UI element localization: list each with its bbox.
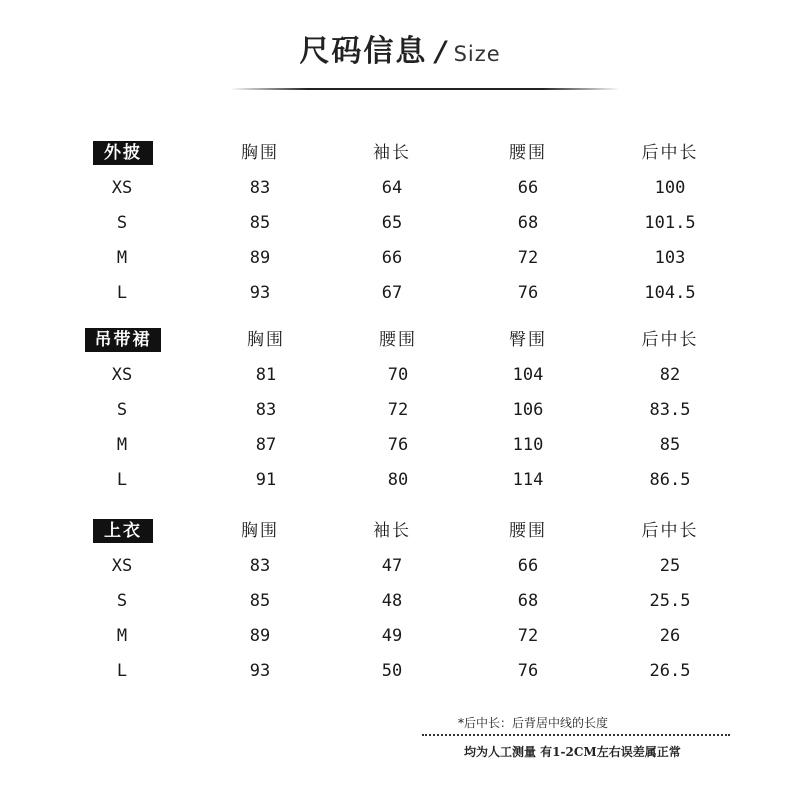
- cell-value: 47: [381, 556, 403, 576]
- cell-value: 72: [517, 248, 539, 268]
- title-slash: /: [435, 35, 446, 68]
- table-row: [0, 208, 800, 238]
- size-label: S: [116, 400, 128, 420]
- cell-value: 114: [512, 470, 544, 490]
- size-label: XS: [111, 556, 133, 576]
- table-row: [0, 360, 800, 390]
- page-title: [0, 26, 800, 70]
- column-header: 袖长: [373, 521, 411, 541]
- cell-value: 76: [517, 661, 539, 681]
- table-row: [0, 656, 800, 686]
- cell-value: 101.5: [644, 213, 696, 233]
- size-label: L: [116, 283, 128, 303]
- cell-value: 87: [255, 435, 277, 455]
- size-label: S: [116, 213, 128, 233]
- title-underline: [230, 88, 620, 90]
- table-row: [0, 621, 800, 651]
- cell-value: 66: [517, 556, 539, 576]
- cell-value: 89: [249, 626, 271, 646]
- cell-value: 104.5: [644, 283, 696, 303]
- cell-value: 83: [249, 556, 271, 576]
- size-label: M: [116, 435, 128, 455]
- size-label: L: [116, 661, 128, 681]
- size-label: L: [116, 470, 128, 490]
- cell-value: 91: [255, 470, 277, 490]
- cell-value: 104: [512, 365, 544, 385]
- table-row: [0, 465, 800, 495]
- table-row: [0, 278, 800, 308]
- column-header: 腰围: [379, 330, 417, 350]
- table-row: [0, 430, 800, 460]
- size-label: S: [116, 591, 128, 611]
- column-header: 臀围: [509, 330, 547, 350]
- definition-note: *后中长：后背居中线的长度: [458, 716, 609, 730]
- cell-value: 50: [381, 661, 403, 681]
- cell-value: 83: [255, 400, 277, 420]
- title-english: Size: [453, 42, 501, 66]
- cell-value: 106: [512, 400, 544, 420]
- title-chinese: 尺码信息: [299, 34, 428, 69]
- cell-value: 86.5: [649, 470, 691, 490]
- cell-value: 65: [381, 213, 403, 233]
- table-row: [0, 243, 800, 273]
- cell-value: 70: [387, 365, 409, 385]
- size-label: M: [116, 626, 128, 646]
- cell-value: 85: [249, 591, 271, 611]
- cell-value: 72: [517, 626, 539, 646]
- column-header: 腰围: [509, 143, 547, 163]
- cell-value: 66: [517, 178, 539, 198]
- cell-value: 64: [381, 178, 403, 198]
- cell-value: 26: [659, 626, 681, 646]
- cell-value: 85: [249, 213, 271, 233]
- cell-value: 49: [381, 626, 403, 646]
- cell-value: 82: [659, 365, 681, 385]
- cell-value: 48: [381, 591, 403, 611]
- cell-value: 81: [255, 365, 277, 385]
- cell-value: 80: [387, 470, 409, 490]
- cell-value: 76: [387, 435, 409, 455]
- column-header: 后中长: [641, 143, 699, 163]
- cell-value: 76: [517, 283, 539, 303]
- cell-value: 25.5: [649, 591, 691, 611]
- cell-value: 66: [381, 248, 403, 268]
- table-row: [0, 395, 800, 425]
- dotted-divider: [422, 734, 730, 736]
- section-label: 上衣: [93, 519, 153, 543]
- column-header: 袖长: [373, 143, 411, 163]
- cell-value: 93: [249, 661, 271, 681]
- column-header: 后中长: [641, 330, 699, 350]
- column-header: 胸围: [247, 330, 285, 350]
- cell-value: 68: [517, 591, 539, 611]
- cell-value: 26.5: [649, 661, 691, 681]
- cell-value: 83.5: [649, 400, 691, 420]
- column-header: 腰围: [509, 521, 547, 541]
- cell-value: 93: [249, 283, 271, 303]
- cell-value: 67: [381, 283, 403, 303]
- size-label: XS: [111, 178, 133, 198]
- cell-value: 25: [659, 556, 681, 576]
- cell-value: 83: [249, 178, 271, 198]
- section-label: 外披: [93, 141, 153, 165]
- cell-value: 103: [654, 248, 686, 268]
- cell-value: 68: [517, 213, 539, 233]
- size-label: M: [116, 248, 128, 268]
- section-label: 吊带裙: [85, 328, 161, 352]
- table-header-row: [0, 138, 800, 168]
- table-header-row: [0, 325, 800, 355]
- cell-value: 89: [249, 248, 271, 268]
- cell-value: 110: [512, 435, 544, 455]
- table-row: [0, 551, 800, 581]
- measurement-disclaimer: 均为人工测量 有1-2CM左右误差属正常: [464, 745, 681, 759]
- column-header: 后中长: [641, 521, 699, 541]
- table-row: [0, 586, 800, 616]
- cell-value: 85: [659, 435, 681, 455]
- cell-value: 100: [654, 178, 686, 198]
- table-header-row: [0, 516, 800, 546]
- table-row: [0, 173, 800, 203]
- size-label: XS: [111, 365, 133, 385]
- cell-value: 72: [387, 400, 409, 420]
- column-header: 胸围: [241, 143, 279, 163]
- column-header: 胸围: [241, 521, 279, 541]
